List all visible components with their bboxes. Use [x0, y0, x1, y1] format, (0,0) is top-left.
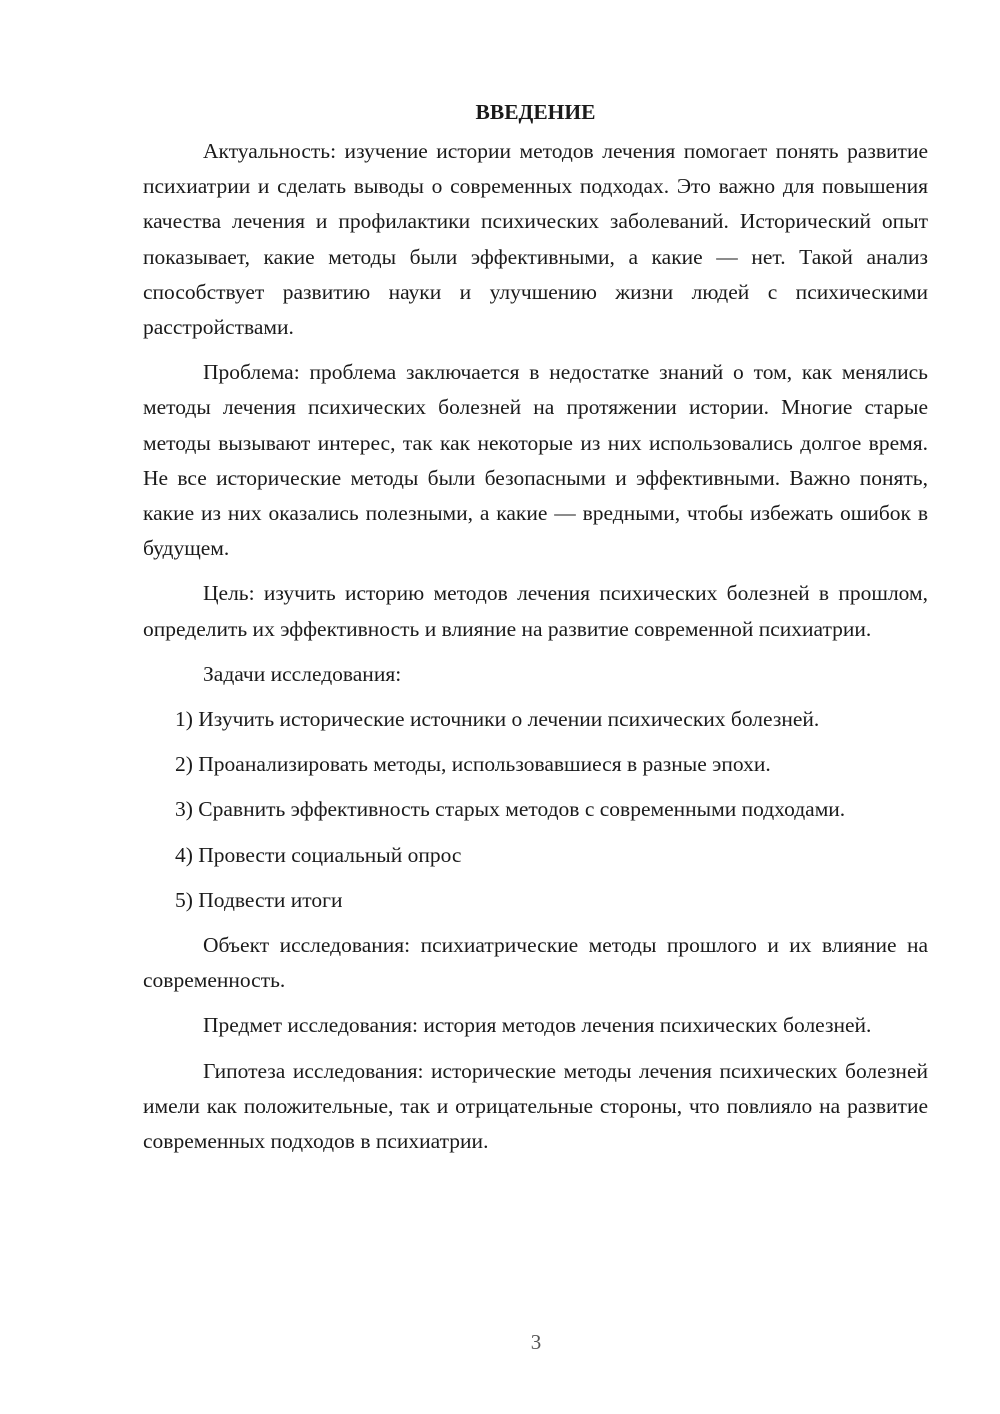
task-item-3: 3) Сравнить эффективность старых методов с современными подходами.: [175, 797, 846, 822]
page-content: [143, 95, 928, 1169]
page-number: 3: [530, 1330, 542, 1354]
task-item-2: 2) Проанализировать методы, использовавшиеся в разные эпохи.: [175, 752, 771, 777]
object-paragraph: Объект исследования: психиатрические методы прошлого и их влияние на современность.: [143, 933, 928, 993]
page-title: ВВЕДЕНИЕ: [475, 100, 596, 124]
tasks-heading: Задачи исследования:: [203, 661, 402, 686]
subject-paragraph: Предмет исследования: история методов лечения психических болезней.: [203, 1013, 872, 1038]
problem-paragraph: Проблема: проблема заключается в недостатке знаний о том, как менялись методы лечения психических болезней на протяжении истории. Многие старые методы вызывают интерес, так как некоторые из них использовались долгое время. Не все исторические методы были безопасными и эффективными. Важно понять, какие из них оказались полезными, а какие — вредными, чтобы избежать ошибок в будущем.: [143, 360, 928, 561]
task-item-5: 5) Подвести итоги: [175, 887, 343, 912]
goal-paragraph: Цель: изучить историю методов лечения психических болезней в прошлом, определить их эффективность и влияние на развитие современной психиатрии.: [143, 581, 928, 641]
task-item-1: 1) Изучить исторические источники о лечении психических болезней.: [175, 707, 820, 732]
hypothesis-paragraph: Гипотеза исследования: исторические методы лечения психических болезней имели как положительные, так и отрицательные стороны, что повлияло на развитие современных подходов в психиатрии.: [143, 1058, 928, 1154]
relevance-paragraph: Актуальность: изучение истории методов лечения помогает понять развитие психиатрии и сделать выводы о современных подходах. Это важно для повышения качества лечения и профилактики психических заболеваний. Исторический опыт показывает, какие методы были эффективными, а какие — нет. Такой анализ способствует развитию науки и улучшению жизни людей с психическими расстройствами.: [143, 139, 928, 340]
task-item-4: 4) Провести социальный опрос: [175, 842, 462, 867]
